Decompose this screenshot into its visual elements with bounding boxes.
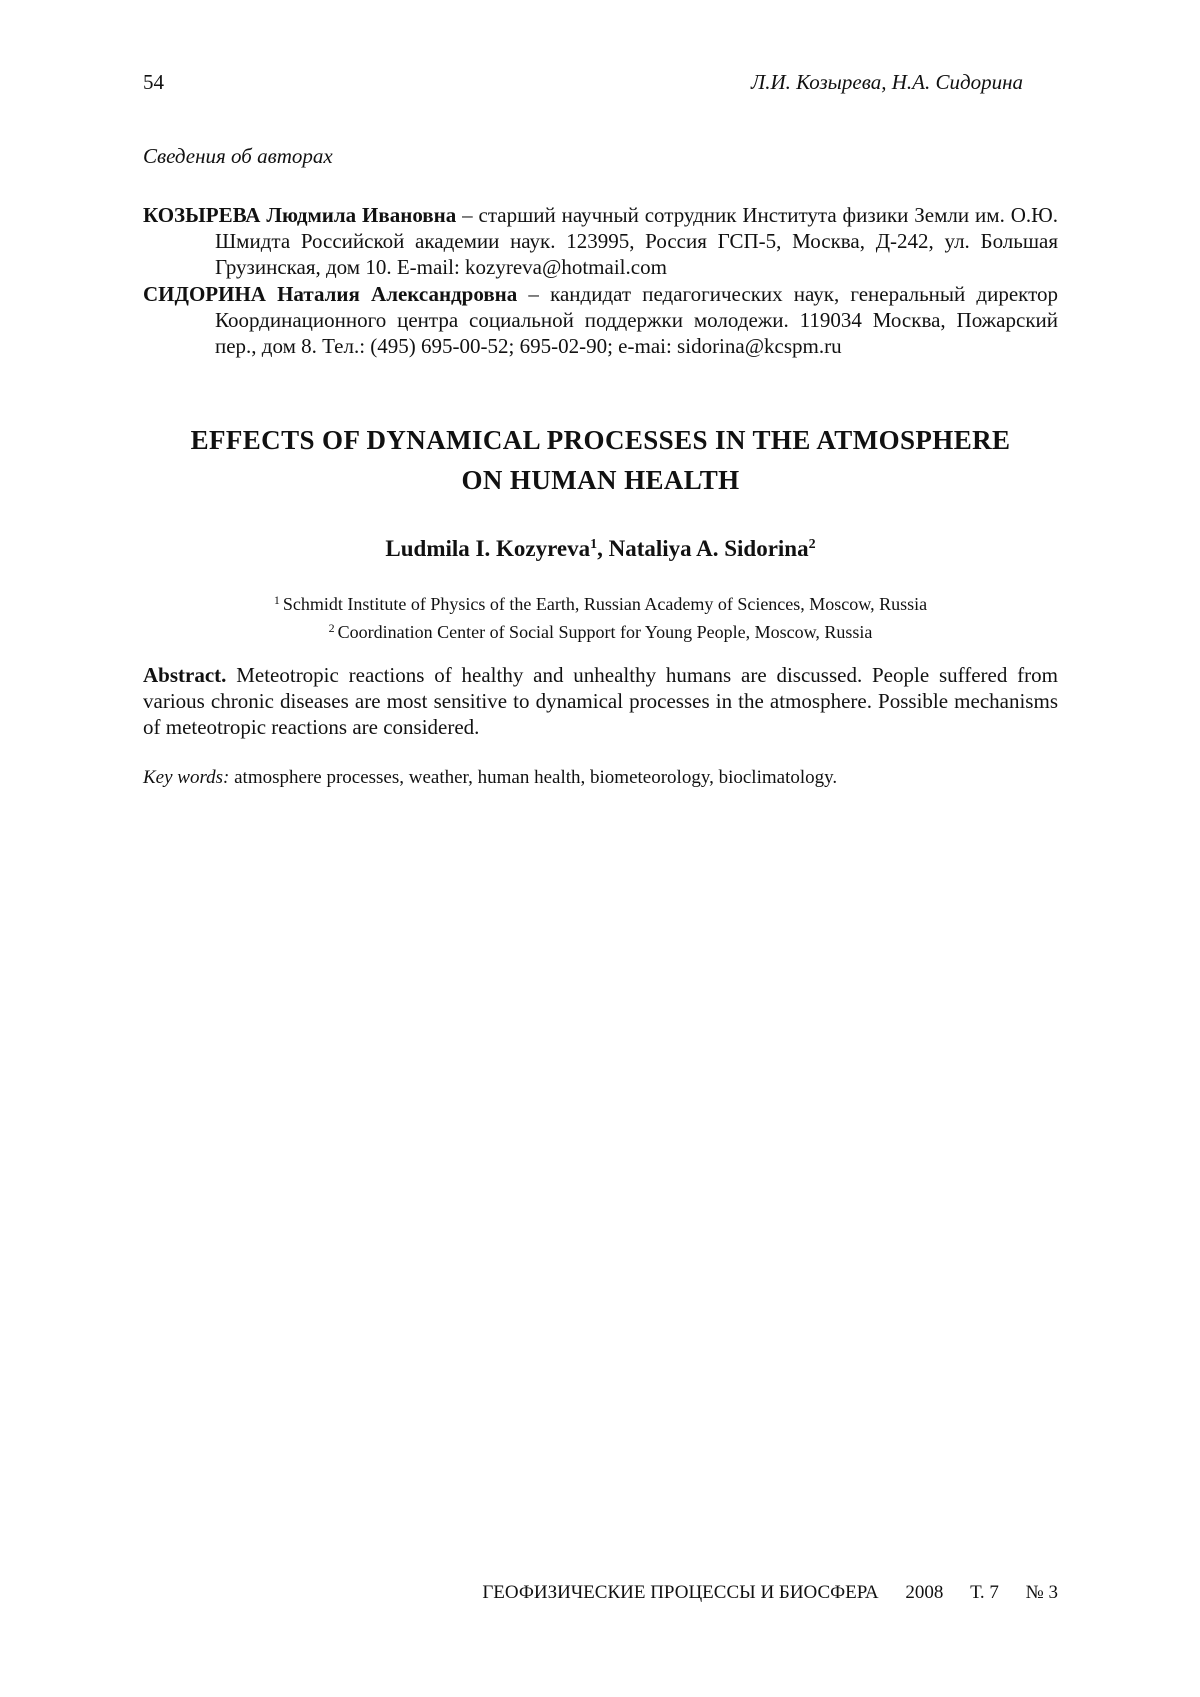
author-name: КОЗЫРЕВА Людмила Ивановна (143, 203, 457, 227)
affiliation-text: Schmidt Institute of Physics of the Earth, Russian Academy of Sciences, Moscow, Russia (282, 594, 928, 614)
author-1-name: Ludmila I. Kozyreva (385, 536, 591, 561)
abstract-text: Meteotropic reactions of healthy and unhealthy humans are discussed. People suffered from various chronic diseases are most sensitive to dynamical processes in the atmosphere. Possible mechanisms of meteotropic reactions are considered. (143, 663, 1058, 739)
affiliation-text: Coordination Center of Social Support for Young People, Moscow, Russia (337, 622, 873, 642)
author-2-name: Nataliya A. Sidorina (608, 536, 809, 561)
affiliation-marker: 2 (328, 621, 335, 635)
author-details: – кандидат педагогических наук, генеральный директор Координационного центра социальной поддержки молодежи. 119034 Москва, Пожарский пер., дом 8. Тел.: (495) 695-00-52; 695-02-90; e-mai: sidorina@kcspm.ru (215, 282, 1058, 358)
journal-name: ГЕОФИЗИЧЕСКИЕ ПРОЦЕССЫ И БИОСФЕРА (482, 1582, 879, 1603)
affiliation-marker: 1 (273, 593, 280, 607)
affiliation-1 (143, 588, 1058, 616)
author-2-affiliation-marker: 2 (808, 537, 816, 552)
page-footer (143, 1582, 1058, 1610)
keywords-text: atmosphere processes, weather, human health, biometeorology, bioclimatology. (229, 767, 838, 788)
authors-section-heading: Сведения об авторах (143, 144, 333, 168)
running-authors: Л.И. Козырева, Н.А. Сидорина (750, 70, 1023, 94)
keywords-label: Key words: (143, 767, 230, 788)
author-1-affiliation-marker: 1 (590, 537, 598, 552)
journal-year: 2008 (905, 1582, 944, 1603)
article-title-line-1: EFFECTS OF DYNAMICAL PROCESSES IN THE ATMOSPHERE (190, 425, 1011, 455)
affiliations (143, 588, 1058, 644)
running-header (143, 70, 1023, 100)
author-details: – старший научный сотрудник Института физики Земли им. О.Ю. Шмидта Российской академии наук. 123995, Россия ГСП-5, Москва, Д-242, ул. Большая Грузинская, дом 10. E-mail: kozyreva@hotmail.com (215, 203, 1058, 279)
keywords (143, 766, 1058, 790)
affiliation-2 (143, 616, 1058, 644)
page-number: 54 (143, 70, 164, 94)
article-title-line-2: ON HUMAN HEALTH (461, 465, 740, 495)
author-info-sidorina (143, 281, 1058, 359)
article-authors (143, 536, 1058, 562)
abstract (143, 662, 1058, 740)
author-info-kozyreva (143, 202, 1058, 280)
journal-volume: Т. 7 (970, 1582, 999, 1603)
author-separator: , (597, 536, 609, 561)
article-title (143, 420, 1058, 500)
journal-citation (482, 1582, 1058, 1604)
journal-issue: № 3 (1025, 1582, 1058, 1603)
author-name: СИДОРИНА Наталия Александровна (143, 282, 518, 306)
abstract-label: Abstract. (143, 663, 227, 687)
